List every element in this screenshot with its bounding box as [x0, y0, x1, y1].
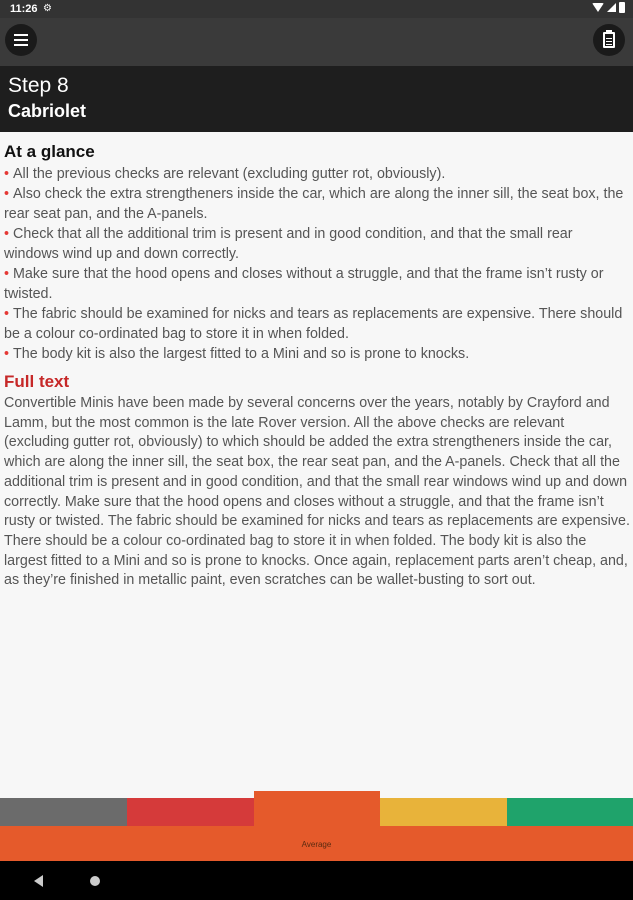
- step-header: [0, 66, 633, 132]
- step-title: Step 8: [8, 74, 69, 97]
- home-icon[interactable]: [90, 876, 100, 886]
- full-text-heading: Full text: [4, 372, 70, 391]
- rating-label: Average: [301, 840, 332, 849]
- glance-bullet: • The fabric should be examined for nicks and tears as replacements are expensive. There should be a colour co-ordinated bag to store it in when folded.: [4, 304, 630, 344]
- clipboard-line-icon: [606, 41, 612, 42]
- signal-icon: [607, 3, 616, 12]
- status-time: 11:26: [10, 3, 38, 15]
- wifi-icon: [592, 3, 604, 12]
- step-subtitle: Cabriolet: [8, 101, 87, 121]
- menu-button[interactable]: [5, 24, 37, 56]
- glance-bullet: • Make sure that the hood opens and closes without a struggle, and that the frame isn’t rusty or twisted.: [4, 264, 630, 304]
- glance-heading: At a glance: [4, 142, 95, 161]
- clipboard-button[interactable]: [593, 24, 625, 56]
- status-bar: [0, 0, 633, 18]
- hamburger-icon-line: [14, 44, 28, 46]
- glance-bullet: • Also check the extra strengtheners inside the car, which are along the inner sill, the seat box, the rear seat pan, and the A-panels.: [4, 184, 630, 224]
- full-text-body: Convertible Minis have been made by several concerns over the years, notably by Crayford and Lamm, but the most common is the late Rover version. All the above checks are relevant (excluding gutter rot, obviously) to which should be added the extra strengtheners inside the car, which are along the inner sill, the seat box, the rear seat pan, and the A-panels. Check that all the additional trim is present and in good condition, and that the small rear windows wind up and down correctly. Make sure that the hood opens and closes without a struggle, and that the frame isn’t rusty or twisted. The fabric should be examined for nicks and tears as replacements are expensive. There should be a colour co-ordinated bag to store it in when folded. The body kit is also the largest fitted to a Mini and so is prone to knocks. Once again, replacement parts aren’t cheap, and, as they’re finished in metallic paint, even scratches can be wallet-busting to sort out.: [4, 395, 630, 589]
- rating-bar: [0, 791, 633, 861]
- rating-segment-1[interactable]: [0, 798, 127, 826]
- hamburger-icon-line: [14, 34, 28, 36]
- battery-icon: [619, 2, 625, 13]
- glance-bullet: • Check that all the additional trim is present and in good condition, and that the small rear windows wind up and down correctly.: [4, 224, 630, 264]
- rating-segment-3[interactable]: [254, 791, 380, 826]
- system-nav-bar: [0, 861, 633, 900]
- rating-segment-5[interactable]: [507, 798, 633, 826]
- rating-segment-2[interactable]: [127, 798, 254, 826]
- back-icon[interactable]: [34, 875, 43, 887]
- clipboard-icon: [603, 32, 615, 48]
- glance-bullet: • The body kit is also the largest fitted to a Mini and so is prone to knocks.: [4, 344, 630, 364]
- clipboard-line-icon: [606, 44, 612, 45]
- settings-gear-icon: ⚙: [43, 3, 52, 14]
- hamburger-icon-line: [14, 39, 28, 41]
- status-icons: [592, 2, 625, 13]
- rating-segment-4[interactable]: [380, 798, 507, 826]
- clipboard-line-icon: [606, 38, 612, 39]
- glance-bullet-list: [4, 164, 630, 364]
- clipboard-clip-icon: [606, 30, 612, 34]
- glance-bullet: • All the previous checks are relevant (excluding gutter rot, obviously).: [4, 164, 630, 184]
- app-bar: [0, 18, 633, 66]
- content-area: [4, 140, 630, 591]
